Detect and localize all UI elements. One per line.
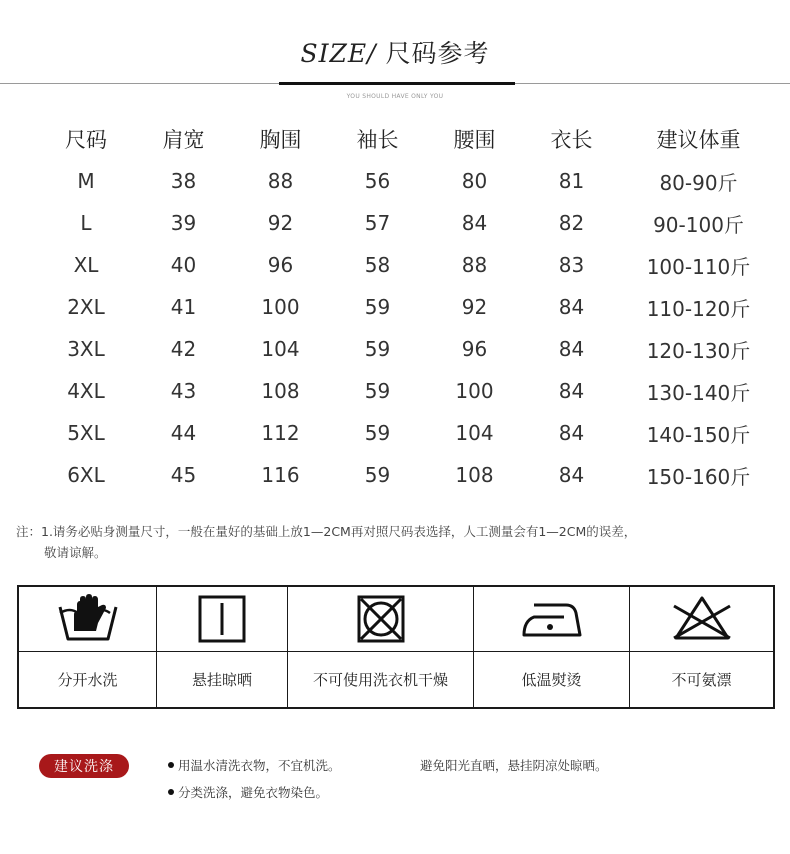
cell: 120-130斤 [646,338,751,363]
cell: 150-160斤 [646,464,751,489]
note-line-2: 敬请谅解。 [44,545,107,560]
cell: 6XL [67,463,105,487]
bullet-dot-icon [168,789,174,795]
cell: 92 [461,295,488,319]
cell: 58 [364,253,391,277]
cell: 100 [261,295,300,319]
table-row [37,328,777,370]
cell: M [77,169,95,193]
cell: 4XL [67,379,105,403]
cell: 3XL [67,337,105,361]
care-label: 悬挂晾晒 [191,671,252,689]
header-chest: 胸围 [259,128,302,152]
table-row [37,202,777,244]
cell: 57 [364,211,391,235]
cell: 80 [461,169,488,193]
title-zh: 尺码参考 [376,39,490,68]
hang-dry-icon [157,587,287,652]
care-table [17,585,775,709]
advice-item-1 [168,756,341,774]
table-row [37,286,777,328]
cell: 59 [364,421,391,445]
cell: 40 [170,253,197,277]
header-length: 衣长 [550,128,593,152]
size-table-header-row [37,118,777,160]
note-line-1: 注：1.请务必贴身测量尺寸，一般在量好的基础上放1—2CM再对照尺码表选择，人工测量会有1—2CM的误差， [16,524,637,539]
cell: XL [73,253,99,277]
size-table [37,118,777,496]
no-bleach-icon [630,587,773,652]
cell: 90-100斤 [653,212,744,237]
cell: 104 [455,421,494,445]
title-en: SIZE/ [300,39,377,68]
care-label: 低温熨烫 [521,671,582,689]
cell: 59 [364,295,391,319]
hand-wash-icon [19,587,156,652]
cell: 38 [170,169,197,193]
cell: 104 [261,337,300,361]
cell: 39 [170,211,197,235]
cell: 80-90斤 [659,170,738,195]
cell: 42 [170,337,197,361]
cell: L [80,211,92,235]
cell: 88 [267,169,294,193]
bullet-dot-icon [168,762,174,768]
cell: 140-150斤 [646,422,751,447]
advice-text: 用温水清洗衣物，不宜机洗。 [178,758,341,773]
cell: 84 [461,211,488,235]
cell: 84 [558,295,585,319]
table-row [37,412,777,454]
cell: 82 [558,211,585,235]
care-item-no-tumble-dry [288,587,474,707]
low-iron-icon [474,587,629,652]
cell: 108 [261,379,300,403]
care-item-hang-dry [157,587,288,707]
cell: 59 [364,379,391,403]
cell: 43 [170,379,197,403]
no-tumble-dry-icon [288,587,473,652]
cell: 116 [261,463,300,487]
header-sleeve: 袖长 [356,128,399,152]
advice-item-2 [420,756,608,774]
cell: 56 [364,169,391,193]
advice-item-3 [168,783,328,801]
header-weight: 建议体重 [656,128,741,152]
cell: 100 [455,379,494,403]
cell: 83 [558,253,585,277]
care-label: 分开水洗 [57,671,118,689]
care-item-no-bleach [630,587,773,707]
cell: 100-110斤 [646,254,751,279]
header-divider-accent [279,82,515,85]
cell: 96 [461,337,488,361]
cell: 108 [455,463,494,487]
measurement-note [16,521,636,563]
care-label: 不可使用洗衣机干燥 [312,671,448,689]
care-label: 不可氨漂 [671,671,732,689]
page-subtitle: YOU SHOULD HAVE ONLY YOU [346,93,444,100]
cell: 84 [558,463,585,487]
table-row [37,160,777,202]
cell: 112 [261,421,300,445]
cell: 130-140斤 [646,380,751,405]
header-shoulder: 肩宽 [162,128,205,152]
advice-text: 避免阳光直晒，悬挂阴凉处晾晒。 [420,758,608,773]
cell: 44 [170,421,197,445]
care-item-low-iron [474,587,630,707]
cell: 81 [558,169,585,193]
cell: 5XL [67,421,105,445]
table-row [37,454,777,496]
header-waist: 腰围 [453,128,496,152]
cell: 96 [267,253,294,277]
cell: 84 [558,421,585,445]
advice-badge: 建议洗涤 [39,754,129,778]
cell: 2XL [67,295,105,319]
cell: 84 [558,379,585,403]
cell: 88 [461,253,488,277]
table-row [37,244,777,286]
cell: 92 [267,211,294,235]
header-size: 尺码 [65,128,107,152]
table-row [37,370,777,412]
cell: 110-120斤 [646,296,751,321]
cell: 45 [170,463,197,487]
cell: 41 [170,295,197,319]
care-item-hand-wash [19,587,157,707]
advice-text: 分类洗涤，避免衣物染色。 [178,785,329,800]
cell: 59 [364,337,391,361]
page-title [0,34,790,70]
cell: 59 [364,463,391,487]
cell: 84 [558,337,585,361]
